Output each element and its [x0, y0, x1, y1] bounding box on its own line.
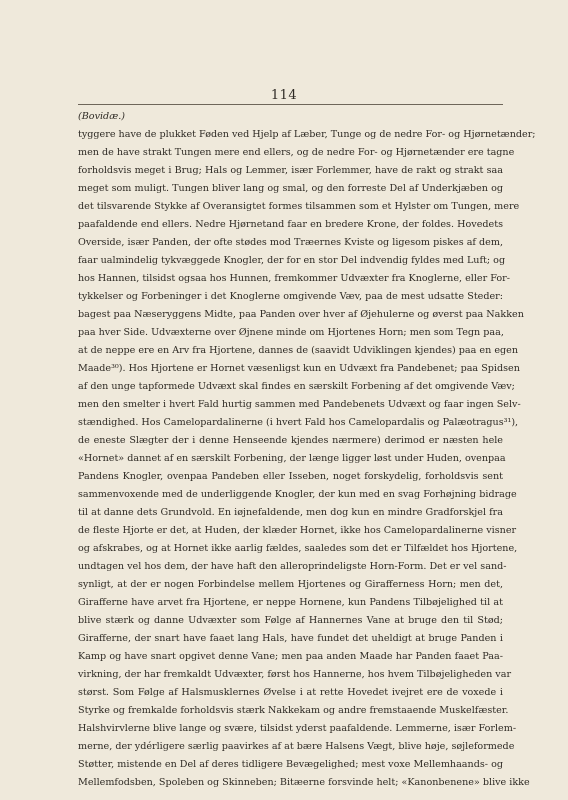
- text-line: Støtter, mistende en Del af deres tidligere Bevægelighed; mest voxe Mellemhaands- og: [78, 759, 503, 770]
- text-line: paa hver Side. Udvæxterne over Øjnene minde om Hjortenes Horn; men som Tegn paa,: [78, 327, 504, 338]
- header-rule: [78, 104, 503, 105]
- text-line: det tilsvarende Stykke af Overansigtet formes tilsammen som et Hylster om Tungen, mere: [78, 201, 520, 212]
- text-line: at de neppe ere en Arv fra Hjortene, dannes de (saavidt Udviklingen kjendes) paa en egen: [78, 345, 518, 356]
- text-line: de fleste Hjorte er det, at Huden, der klæder Hornet, ikke hos Camelopardalinerne visner: [78, 525, 517, 536]
- body-text: [78, 108, 536, 792]
- text-line: tykkelser og Forbeninger i det Knoglerne omgivende Væv, paa de mest udsatte Steder:: [78, 291, 503, 302]
- text-line: Maade³⁰). Hos Hjortene er Hornet væsenligst kun en Udvæxt fra Pandebenet; paa Spidsen: [78, 363, 520, 374]
- page-number: 114: [270, 88, 298, 103]
- text-line: virkning, der har fremkaldt Udvæxter, først hos Hannerne, hos hvem Tilbøjeligheden var: [78, 669, 512, 680]
- text-line: størst. Som Følge af Halsmusklernes Øvelse i at rette Hovedet ivejret ere de voxede i: [78, 687, 503, 698]
- text-line: hos Hannen, tilsidst ogsaa hos Hunnen, fremkommer Udvæxter fra Knoglerne, eller For-: [78, 273, 510, 284]
- text-line: merne, der ydérligere særlig paavirkes af at bære Halsens Vægt, blive høje, søjleformede: [78, 741, 515, 752]
- text-line: de eneste Slægter der i denne Henseende kjendes nærmere) derimod er næsten hele: [78, 435, 503, 446]
- text-line: meget som muligt. Tungen bliver lang og smal, og den forreste Del af Underkjæben og: [78, 183, 503, 194]
- text-line: «Hornet» dannet af en særskilt Forbening, der længe ligger løst under Huden, ovenpaa: [78, 453, 506, 464]
- text-line: paafaldende end ellers. Nedre Hjørnetand faar en bredere Krone, der foldes. Hovedets: [78, 219, 503, 230]
- text-line: Girafferne, der snart have faaet lang Hals, have fundet det uheldigt at bruge Panden i: [78, 633, 503, 644]
- text-line: Pandens Knogler, ovenpaa Pandeben eller Isseben, noget forskydelig, forholdsvis sent: [78, 471, 503, 482]
- text-line: Overside, især Panden, der ofte stødes mod Træernes Kviste og ligesom piskes af dem,: [78, 237, 503, 248]
- section-tag: (Bovidæ.): [78, 111, 126, 122]
- text-line: Styrke og fremkalde forholdsvis stærk Nakkekam og andre fremstaaende Muskelfæster.: [78, 705, 509, 716]
- text-line: blive stærk og danne Udvæxter som Følge af Hannernes Vane at bruge den til Stød;: [78, 615, 503, 626]
- text-line: og afskrabes, og at Hornet ikke aarlig fældes, saaledes som det er Tilfældet hos Hjortene,: [78, 543, 518, 554]
- text-line: undtagen vel hos dem, der have haft den alleroprindeligste Horn-Form. Det er vel sand-: [78, 561, 507, 572]
- text-line: tyggere have de plukket Føden ved Hjelp af Læber, Tunge og de nedre For- og Hjørnetænder;: [78, 129, 536, 140]
- text-line: men den smelter i hvert Fald hurtig sammen med Pandebenets Udvæxt og faar ingen Selv-: [78, 399, 521, 410]
- text-line: faar ualmindelig tykvæggede Knogler, der for en stor Del indvendig fyldes med Luft; og: [78, 255, 506, 266]
- text-line: stændighed. Hos Camelopardalinerne (i hvert Fald hos Camelopardalis og Palæotragus³¹),: [78, 417, 519, 428]
- text-line: af den unge tapformede Udvæxt skal findes en særskilt Forbening af det omgivende Væv;: [78, 381, 515, 392]
- text-line: Mellemfodsben, Spoleben og Skinneben; Bitæerne forsvinde helt; «Kanonbenene» blive ikke: [78, 777, 530, 788]
- text-line: bagest paa Næseryggens Midte, paa Panden over hver af Øjehulerne og øverst paa Nakken: [78, 309, 524, 320]
- text-line: Girafferne have arvet fra Hjortene, er neppe Hornene, kun Pandens Tilbøjelighed til at: [78, 597, 503, 608]
- text-line: Halshvirvlerne blive lange og svære, tilsidst yderst paafaldende. Lemmerne, især Forlem-: [78, 723, 517, 734]
- text-line: men de have strakt Tungen mere end ellers, og de nedre For- og Hjørnetænder ere tagne: [78, 147, 515, 158]
- text-line: til at danne dets Grundvold. En iøjnefaldende, men dog kun en mindre Gradforskjel fra: [78, 507, 503, 518]
- text-line: forholdsvis meget i Brug; Hals og Lemmer, især Forlemmer, have de rakt og strakt saa: [78, 165, 503, 176]
- text-line: synligt, at der er nogen Forbindelse mellem Hjortenes og Girafferness Horn; men det,: [78, 579, 503, 590]
- text-line: Kamp og have snart opgivet denne Vane; men paa anden Maade har Panden faaet Paa-: [78, 651, 503, 662]
- text-line: sammenvoxende med de underliggende Knogler, der kun med en svag Forhøjning bidrage: [78, 489, 517, 500]
